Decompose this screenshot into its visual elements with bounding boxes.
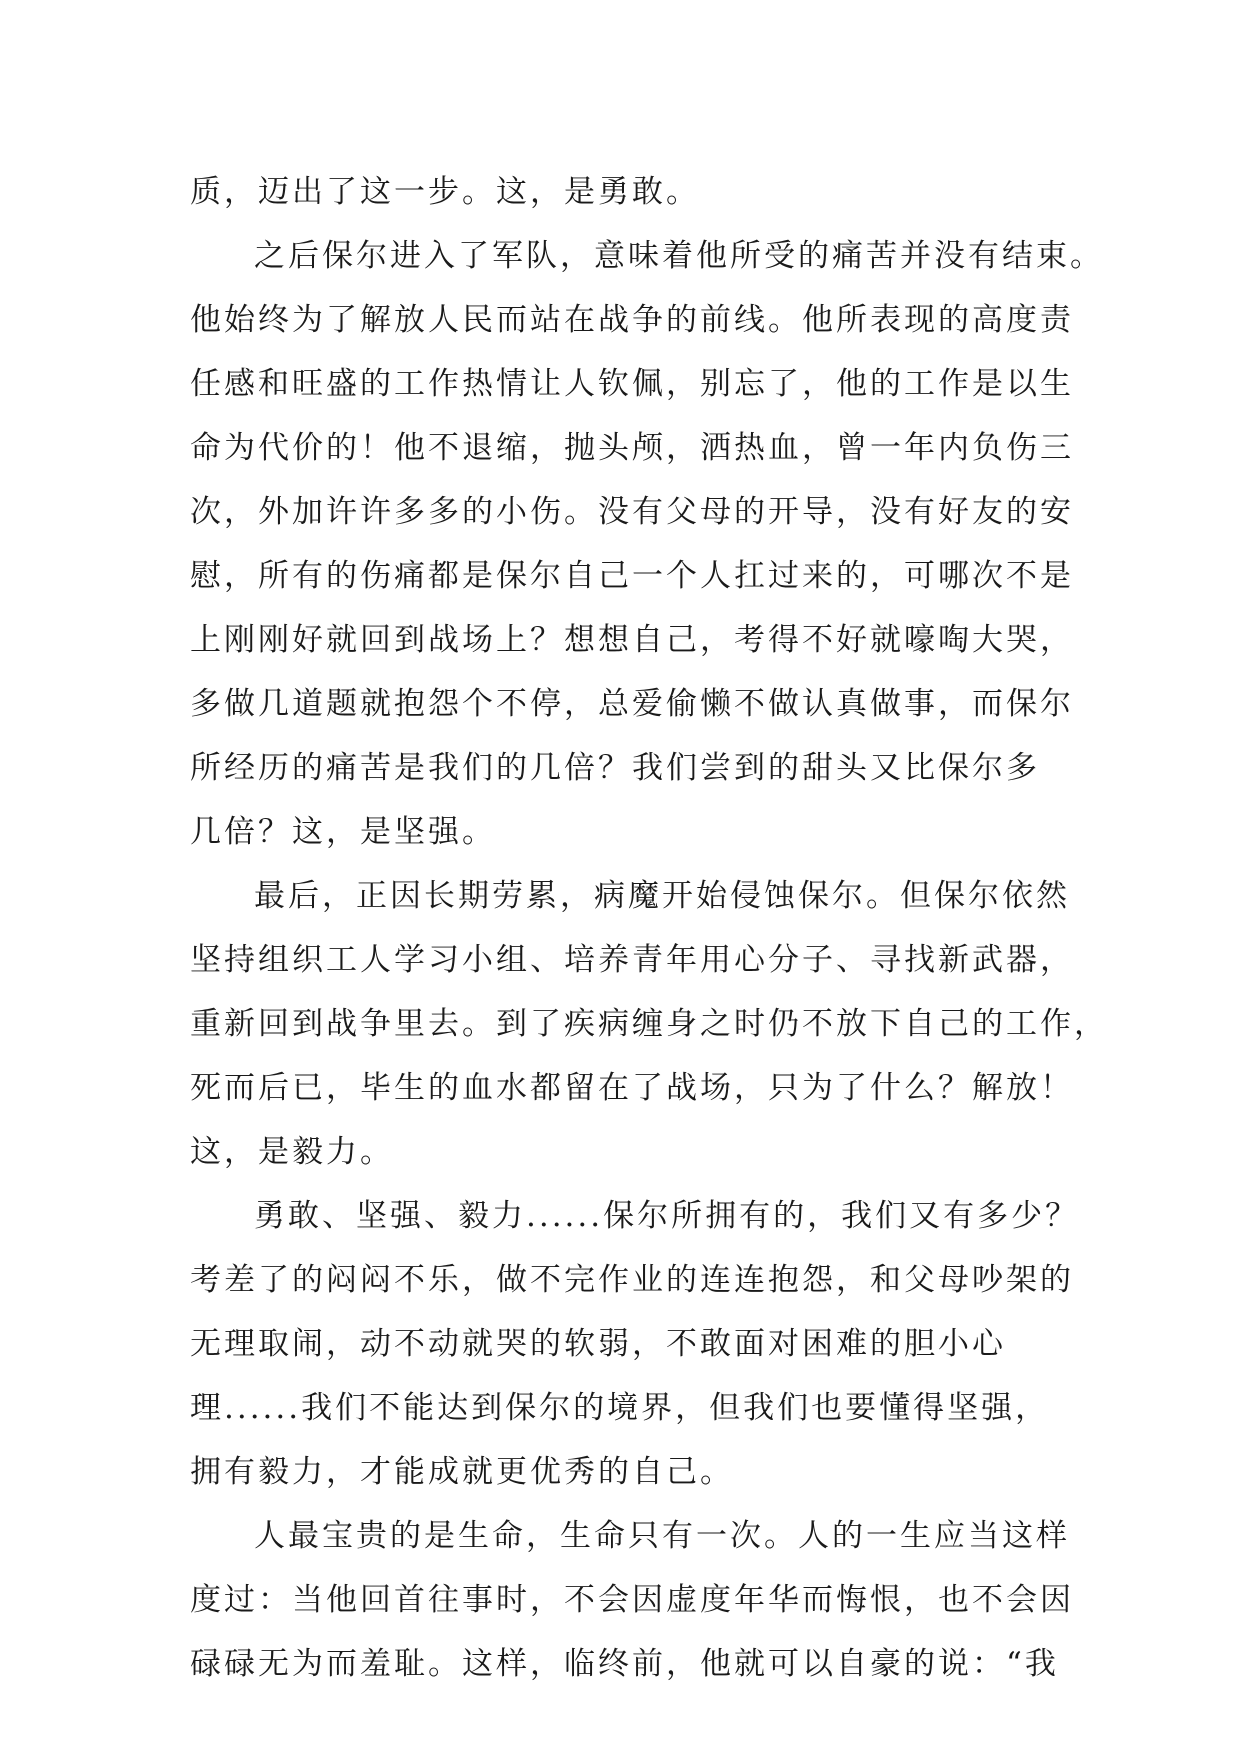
text-line: 多做几道题就抱怨个不停，总爱偷懒不做认真做事，而保尔 bbox=[190, 686, 1074, 722]
text-line: 他始终为了解放人民而站在战争的前线。他所表现的高度责 bbox=[190, 302, 1074, 338]
text-line: 碌碌无为而羞耻。这样，临终前，他就可以自豪的说：“我 bbox=[190, 1646, 1059, 1682]
text-line: 拥有毅力，才能成就更优秀的自己。 bbox=[190, 1454, 734, 1490]
text-line: 次，外加许许多多的小伤。没有父母的开导，没有好友的安 bbox=[190, 494, 1074, 530]
text-line: 命为代价的！他不退缩，抛头颅，洒热血，曾一年内负伤三 bbox=[190, 430, 1074, 466]
paragraph-start-line: 勇敢、坚强、毅力......保尔所拥有的，我们又有多少？ bbox=[254, 1198, 1080, 1234]
text-line: 所经历的痛苦是我们的几倍？我们尝到的甜头又比保尔多 bbox=[190, 750, 1040, 786]
text-line: 坚持组织工人学习小组、培养青年用心分子、寻找新武器， bbox=[190, 942, 1074, 978]
text-line: 重新回到战争里去。到了疾病缠身之时仍不放下自己的工作， bbox=[190, 1006, 1108, 1042]
text-line: 慰，所有的伤痛都是保尔自己一个人扛过来的，可哪次不是 bbox=[190, 558, 1074, 594]
text-line: 考差了的闷闷不乐，做不完作业的连连抱怨，和父母吵架的 bbox=[190, 1262, 1074, 1298]
text-line: 理......我们不能达到保尔的境界，但我们也要懂得坚强， bbox=[190, 1390, 1050, 1426]
text-line: 质，迈出了这一步。这，是勇敢。 bbox=[190, 174, 700, 210]
text-line: 无理取闹，动不动就哭的软弱，不敢面对困难的胆小心 bbox=[190, 1326, 1006, 1362]
text-line: 死而后已，毕生的血水都留在了战场，只为了什么？解放！ bbox=[190, 1070, 1074, 1106]
text-line: 度过：当他回首往事时，不会因虚度年华而悔恨，也不会因 bbox=[190, 1582, 1074, 1618]
paragraph-start-line: 人最宝贵的是生命，生命只有一次。人的一生应当这样 bbox=[254, 1518, 1070, 1554]
paragraph-start-line: 之后保尔进入了军队，意味着他所受的痛苦并没有结束。 bbox=[254, 238, 1104, 274]
paragraph-start-line: 最后，正因长期劳累，病魔开始侵蚀保尔。但保尔依然 bbox=[254, 878, 1070, 914]
essay-body bbox=[190, 160, 1108, 1696]
text-line: 这，是毅力。 bbox=[190, 1134, 394, 1170]
text-line: 任感和旺盛的工作热情让人钦佩，别忘了，他的工作是以生 bbox=[190, 366, 1074, 402]
text-line: 几倍？这，是坚强。 bbox=[190, 814, 496, 850]
text-line: 上刚刚好就回到战场上？想想自己，考得不好就嚎啕大哭， bbox=[190, 622, 1074, 658]
